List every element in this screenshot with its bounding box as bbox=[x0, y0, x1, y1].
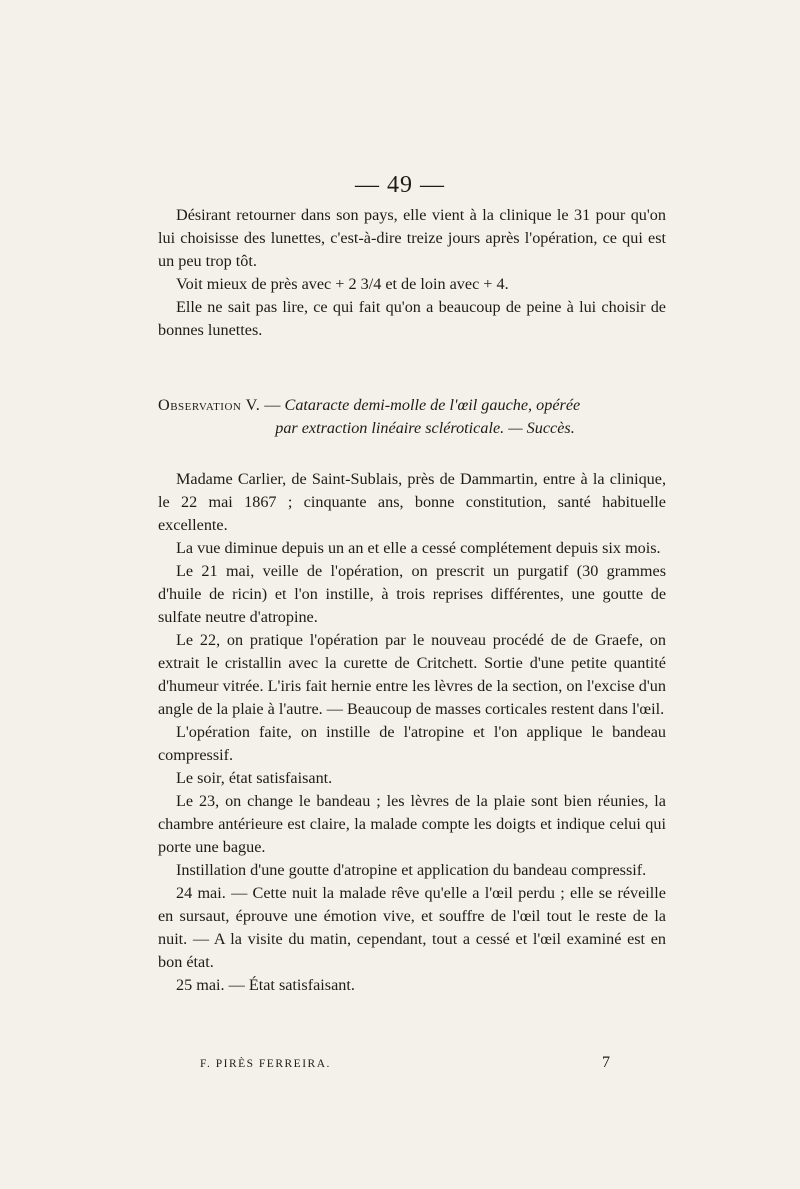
paragraph: Désirant retourner dans son pays, elle vient à la clinique le 31 pour qu'on lui choisisse des lunettes, c'est-à-dire treize jours après l'opération, ce qui est un peu trop tôt. bbox=[158, 206, 666, 270]
observation-label: Observation V. bbox=[158, 396, 261, 414]
observation-title-line2: par extraction linéaire scléroticale. — Succès. bbox=[275, 419, 575, 437]
paragraph: 25 mai. — État satisfaisant. bbox=[176, 976, 355, 994]
page-number: — 49 — bbox=[355, 172, 445, 198]
text-block-intro bbox=[158, 204, 666, 342]
paragraph: La vue diminue depuis un an et elle a cessé complétement depuis six mois. bbox=[176, 539, 661, 557]
footer-signature-number: 7 bbox=[602, 1054, 610, 1071]
paragraph: Le 23, on change le bandeau ; les lèvres de la plaie sont bien réunies, la chambre antérieure est claire, la malade compte les doigts et indique celui qui porte une bague. bbox=[158, 792, 666, 856]
paragraph: Elle ne sait pas lire, ce qui fait qu'on a beaucoup de peine à lui choisir de bonnes lunettes. bbox=[158, 298, 666, 339]
paragraph: Voit mieux de près avec + 2 3/4 et de loin avec + 4. bbox=[176, 275, 509, 293]
paragraph: Le soir, état satisfaisant. bbox=[176, 769, 333, 787]
paragraph: Instillation d'une goutte d'atropine et application du bandeau compressif. bbox=[176, 861, 647, 879]
paragraph: Le 22, on pratique l'opération par le nouveau procédé de de Graefe, on extrait le cristallin avec la curette de Critchett. Sortie d'une petite quantité d'humeur vitrée. L'iris fait hernie entre les lèvres de la section, on l'excise d'un angle de la plaie à l'autre. — Beaucoup de masses corticales restent dans l'œil. bbox=[158, 631, 666, 718]
paragraph: Madame Carlier, de Saint-Sublais, près de Dammartin, entre à la clinique, le 22 mai 1867 ; cinquante ans, bonne constitution, santé habituelle excellente. bbox=[158, 470, 666, 534]
text-block-case bbox=[158, 468, 666, 997]
paragraph: 24 mai. — Cette nuit la malade rêve qu'elle a l'œil perdu ; elle se réveille en sursaut, éprouve une émotion vive, et souffre de l'œil tout le reste de la nuit. — A la visite du matin, cependant, tout a cessé et l'œil examiné est en bon état. bbox=[158, 884, 666, 971]
paragraph: Le 21 mai, veille de l'opération, on prescrit un purgatif (30 grammes d'huile de ricin) et l'on instille, à trois reprises différentes, une goutte de sulfate neutre d'atropine. bbox=[158, 562, 666, 626]
paragraph: L'opération faite, on instille de l'atropine et l'on applique le bandeau compressif. bbox=[158, 723, 666, 764]
observation-title-line1: Cataracte demi-molle de l'œil gauche, opérée bbox=[284, 396, 581, 414]
observation-dash: — bbox=[260, 396, 285, 414]
observation-heading bbox=[158, 394, 672, 440]
footer-author: F. PIRÈS FERREIRA. bbox=[200, 1058, 331, 1070]
